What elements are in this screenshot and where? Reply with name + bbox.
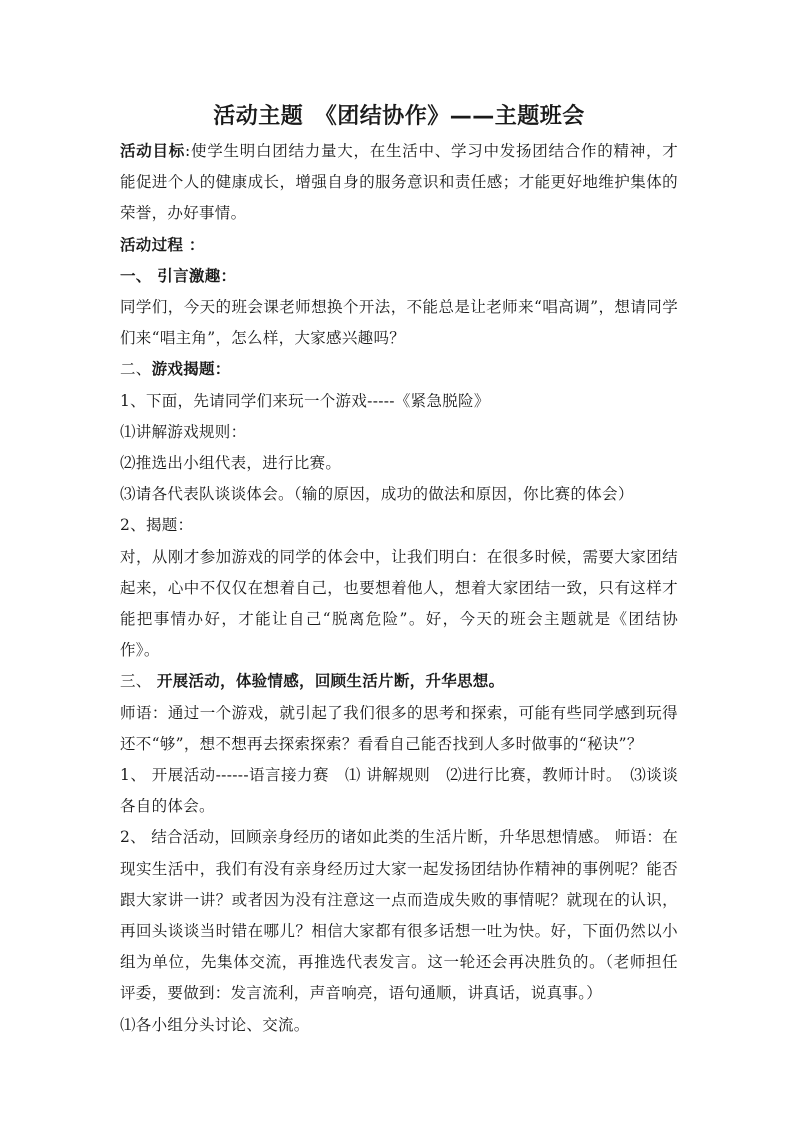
activity-process-label: 活动过程 ： <box>120 235 205 254</box>
section3-heading <box>120 666 678 697</box>
document-page <box>120 100 678 1041</box>
section1-text: 同学们，今天的班会课老师想换个开法，不能总是让老师来“唱高调”，想请同学们来“唱主角”，怎么样，大家感兴趣吗？ <box>120 298 678 348</box>
section1-title: 引言激趣： <box>157 266 237 285</box>
section2-heading <box>120 354 678 385</box>
section2-sub2: ⑵推选出小组代表，进行比赛。 <box>120 454 342 473</box>
section3-item2: 2、 结合活动，回顾亲身经历的诸如此类的生活片断，升华思想情感。 师语：在现实生活中，我们有没有亲身经历过大家一起发扬团结协作精神的事例呢？能否跟大家讲一讲？或者因为没有注意这一点而造成失败的事情呢？就现在的认识，再回头谈谈当时错在哪儿？相信大家都有很多话想一吐为快。好，下面仍然以小组为单位，先集体交流，再推选代表发言。这一轮还会再决胜负的。（老师担任评委，要做到：发言流利，声音响亮，语句通顺，讲真话，说真事。） <box>120 828 678 1003</box>
section2-number: 二、 <box>120 360 152 379</box>
activity-goal-text: :使学生明白团结力量大，在生活中、学习中发扬团结合作的精神，才能促进个人的健康成长，增强自身的服务意识和责任感；才能更好地维护集体的荣誉，办好事情。 <box>120 142 678 223</box>
section1-heading <box>120 261 678 292</box>
section2-title: 游戏揭题： <box>151 360 231 379</box>
section2-sub1: ⑴讲解游戏规则： <box>120 422 247 441</box>
section2-sub3: ⑶请各代表队谈谈体会。（输的原因，成功的做法和原因，你比赛的体会） <box>120 485 634 504</box>
section1-number: 一、 <box>120 266 158 285</box>
document-title: 活动主题 《团结协作》——主题班会 <box>213 104 585 129</box>
section3-item1: 1、 开展活动------语言接力赛 ⑴ 讲解规则 ⑵进行比赛，教师计时。 ⑶谈谈各自的体会。 <box>120 766 678 816</box>
section2-item1: 1、下面，先请同学们来玩一个游戏-----《紧急脱险》 <box>120 391 490 410</box>
activity-goal-label: 活动目标 <box>120 142 185 160</box>
activity-goal-paragraph <box>120 136 678 230</box>
section2-text: 对，从刚才参加游戏的同学的体会中，让我们明白：在很多时候，需要大家团结起来，心中不仅仅在想着自己，也要想着他人，想着大家团结一致，只有这样才能把事情办好，才能让自己“脱离危险”。好，今天的班会主题就是《团结协作》。 <box>120 547 678 660</box>
section3-teacher-talk: 师语：通过一个游戏，就引起了我们很多的思考和探索，可能有些同学感到玩得还不“够”，想不想再去探索探索？看看自己能否找到人多时做事的“秘诀”？ <box>120 703 678 753</box>
section2-item2: 2、揭题： <box>120 516 194 535</box>
section3-sub1: ⑴各小组分头讨论、交流。 <box>120 1015 310 1034</box>
section3-number: 三、 <box>120 672 157 691</box>
section3-title: 开展活动，体验情感，回顾生活片断，升华思想。 <box>156 672 505 691</box>
